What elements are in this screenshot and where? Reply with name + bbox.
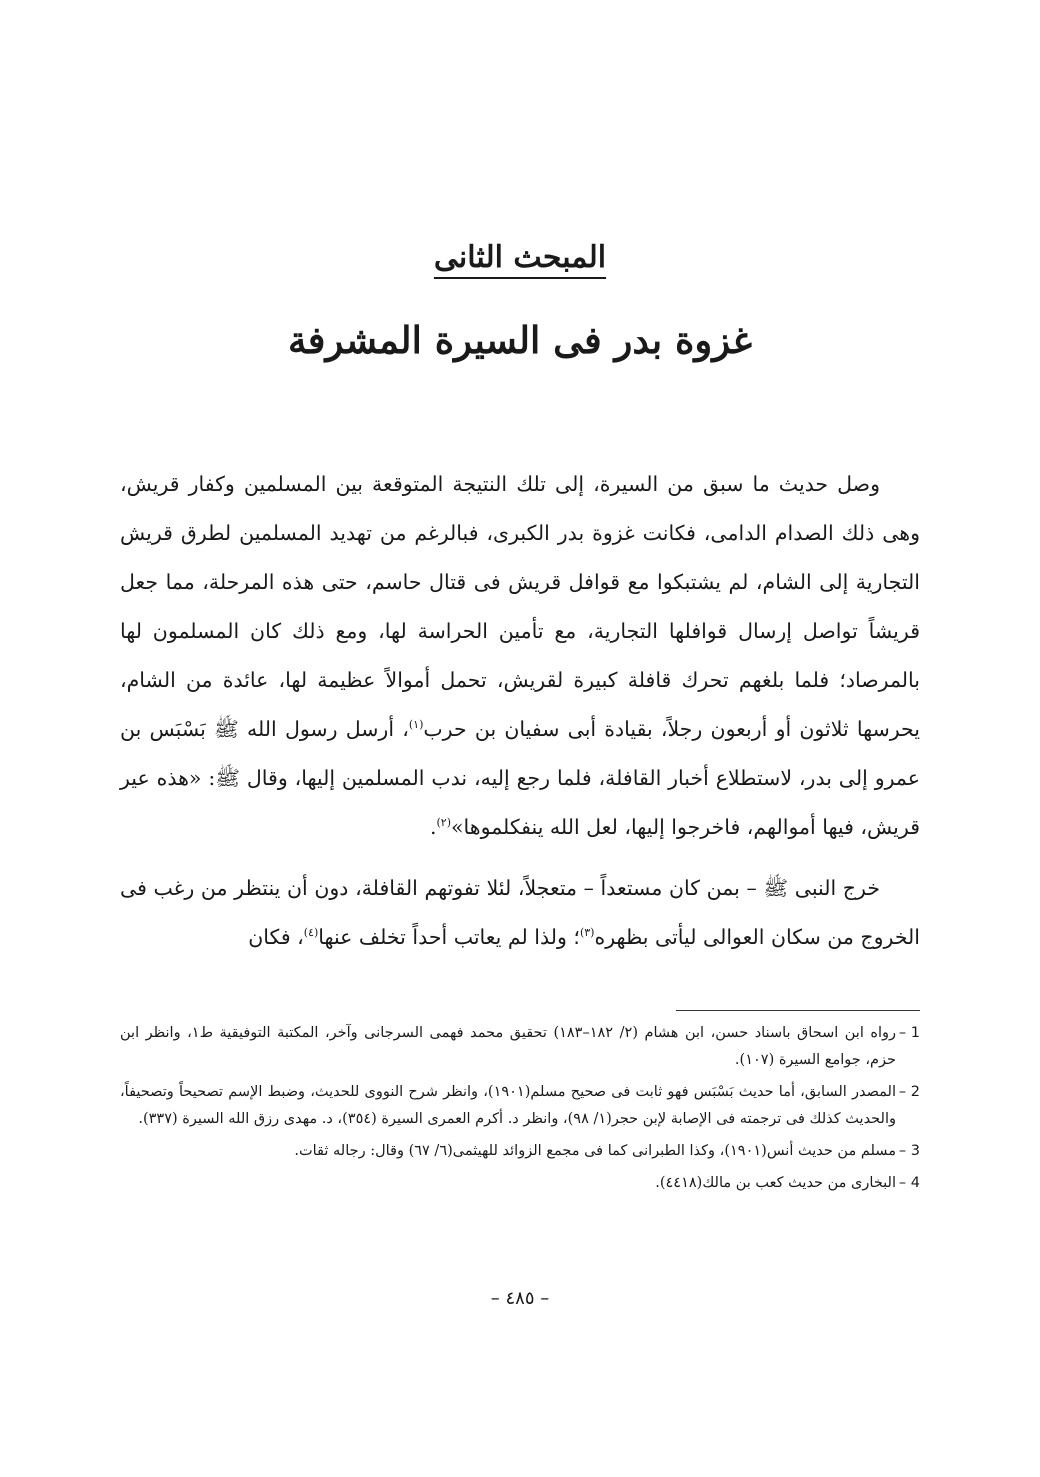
footnote-ref-1[interactable]: (١): [408, 718, 424, 732]
paragraph-1: [120, 460, 920, 852]
paragraph-2-part-b: ؛ ولذا لم يعاتب أحداً تخلف عنها: [318, 925, 580, 949]
paragraph-2: [120, 864, 920, 962]
footnote-number: 3 –: [898, 1143, 920, 1159]
footnote-3: [120, 1138, 920, 1165]
footnote-number: 2 –: [898, 1084, 920, 1100]
chapter-title: غزوة بدر فى السيرة المشرفة: [287, 318, 753, 362]
footnote-number: 4 –: [898, 1175, 920, 1191]
footnote-ref-4[interactable]: (٤): [303, 926, 319, 940]
footnote-4: [120, 1170, 920, 1197]
paragraph-2-part-c: ، فكان: [248, 925, 304, 949]
footnote-1: [120, 1020, 920, 1074]
footnotes: [120, 1020, 920, 1202]
footnote-text: مسلم من حديث أنس(١٩٠١)، وكذا الطبرانى كما فى مجمع الزوائد للهيثمى(٦/ ٦٧) وقال: رجاله ثقات.: [294, 1143, 896, 1159]
paragraph-1-part-a: وصل حديث ما سبق من السيرة، إلى تلك النتيجة المتوقعة بين المسلمين وكفار قريش، وهى ذلك الصدام الدامى، فكانت غزوة بدر الكبرى، فبالرغم من تهديد المسلمين لطرق قريش التجارية إلى الشام، لم يشتبكوا مع قوافل قريش فى قتال حاسم، حتى هذه المرحلة، مما جعل قريشاً تواصل إرسال قوافلها التجارية، مع تأمين الحراسة لها، ومع ذلك كان المسلمون لها بالمرصاد؛ فلما بلغهم تحرك قافلة كبيرة لقريش، تحمل أموالاً عظيمة لها، عائدة من الشام، يحرسها ثلاثون أو أربعون رجلاً، بقيادة أبى سفيان بن حرب: [120, 472, 920, 741]
footnote-ref-2[interactable]: (٢): [436, 816, 451, 830]
footnote-ref-3[interactable]: (٣): [579, 926, 595, 940]
footnote-text: المصدر السابق، أما حديث بَسْبَس فهو ثابت فى صحيح مسلم(١٩٠١)، وانظر شرح النووى للحديث، وضبط الإسم تصحيحاً وتصحيفاً، والحديث كذلك فى ترجمته فى الإصابة لإبن حجر(١/ ٩٨)، وانظر د. أكرم العمرى السيرة (٣٥٤)، د. مهدى رزق الله السيرة (٣٣٧).: [120, 1084, 896, 1127]
footnote-text: البخارى من حديث كعب بن مالك(٤٤١٨).: [655, 1175, 896, 1191]
paragraph-1-part-c: .: [429, 815, 437, 839]
body-text: [120, 460, 920, 962]
paragraph-1-part-b: ، أرسل رسول الله ﷺ بَسْبَس بن عمرو إلى بدر، لاستطلاع أخبار القافلة، فلما رجع إليه، ندب المسلمين إليها، وقال ﷺ: «هذه عير قريش، فيها أموالهم، فاخرجوا إليها، لعل الله ينفكلموها»: [120, 717, 920, 839]
footnote-text: رواه ابن اسحاق باسناد حسن، ابن هشام (٢/ ١٨٢–١٨٣) تحقيق محمد فهمى السرجانى وآخر، المكتبة التوفيقية ط١، وانظر ابن حزم، جوامع السيرة (١٠٧).: [120, 1025, 896, 1068]
section-label: [0, 240, 1040, 275]
footnote-divider: [676, 1010, 920, 1011]
footnote-2: [120, 1079, 920, 1133]
section-label-text: المبحث الثانى: [433, 240, 607, 275]
paragraph-2-part-a: خرج النبى ﷺ – بمن كان مستعداً – متعجلاً، لئلا تفوتهم القافلة، دون أن ينتظر من رغب فى الخروج من سكان العوالى ليأتى بظهره: [120, 876, 920, 949]
page-number: – ٤٨٥ –: [490, 1288, 550, 1309]
footnote-number: 1 –: [898, 1025, 920, 1041]
